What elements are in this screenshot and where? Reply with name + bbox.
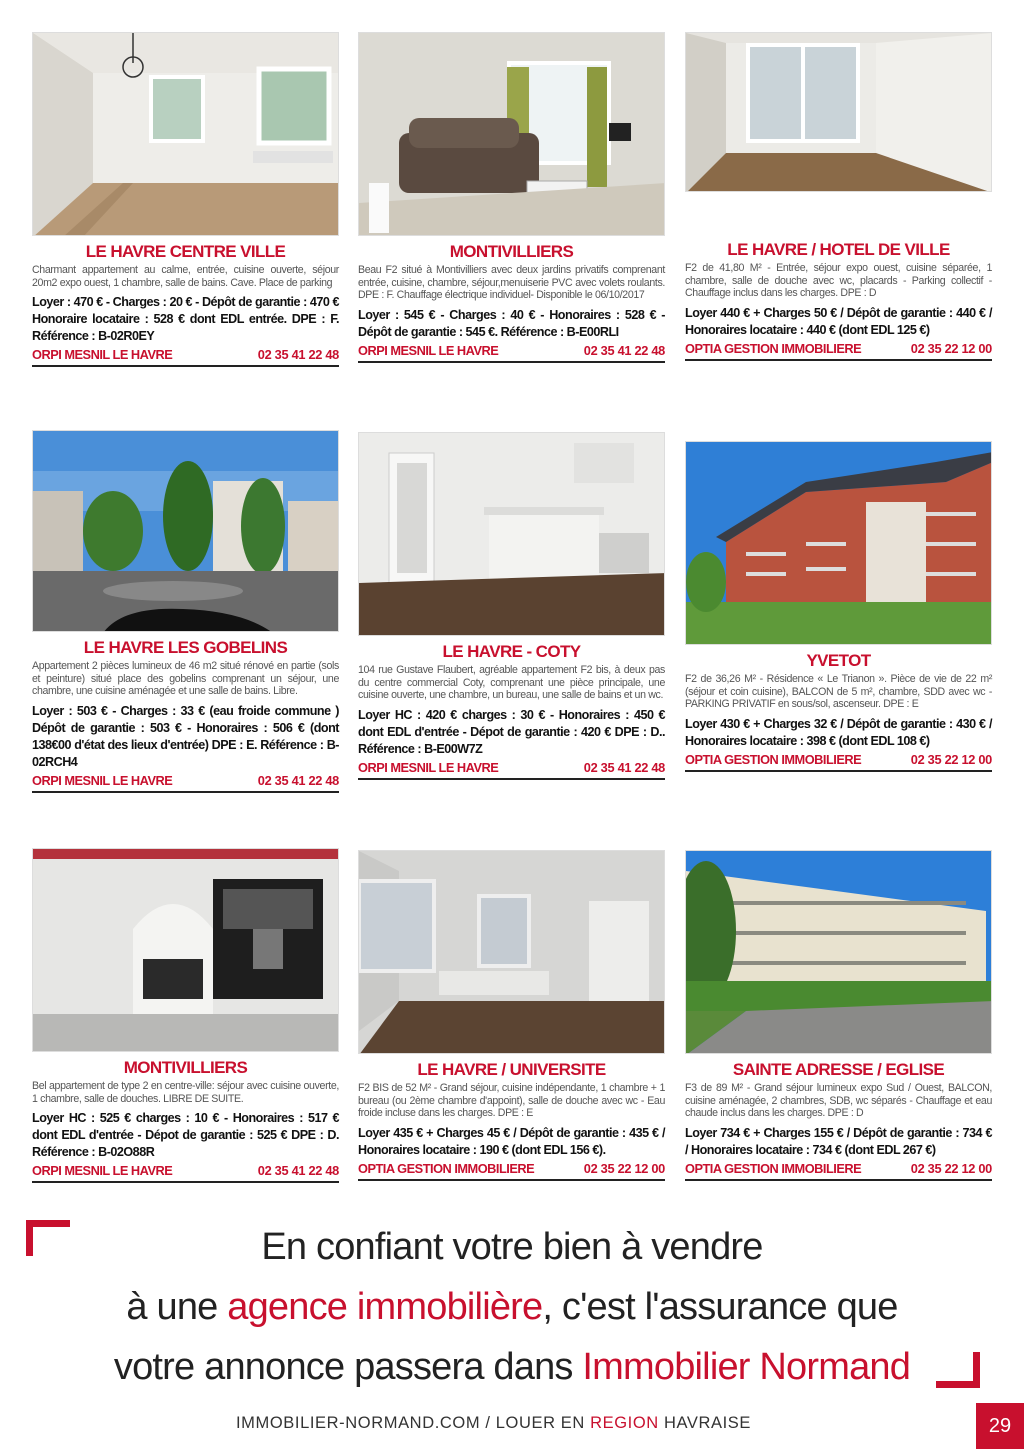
footer-site-link[interactable]: IMMOBILIER-NORMAND.COM [235, 1414, 481, 1432]
listing-agency [685, 341, 992, 361]
listing-photo[interactable] [358, 32, 665, 236]
listing-description: F2 BIS de 52 M² - Grand séjour, cuisine indépendante, 1 chambre + 1 bureau (ou 2ème chambre d'appoint), salle de douche avec wc - Eau froide incluse dans les charges. DPE : E [358, 1082, 665, 1120]
listing-title: YVETOT [806, 651, 871, 670]
agency-phone[interactable]: 02 35 22 12 00 [583, 1160, 665, 1176]
footer-section: HAVRAISE [658, 1414, 751, 1432]
listing-photo[interactable] [685, 850, 992, 1054]
agency-name: OPTIA GESTION IMMOBILIERE [685, 1160, 862, 1176]
listing-title: LE HAVRE / HOTEL DE VILLE [727, 240, 950, 259]
listing-agency [358, 760, 665, 780]
listing-description: Appartement 2 pièces lumineux de 46 m2 situé rénové en partie (sols et peinture) situé place des gobelins comprenant un séjour, une chambre, une cuisine aménagée et une salle de bains. Libre. [32, 660, 339, 698]
listing-description: Beau F2 situé à Montivilliers avec deux jardins privatifs comprenant entrée, cuisine, chambre, séjour,menuiserie PVC avec volets roulants. DPE : F. Chauffage électrique individuel- Disponible le 06/10/2017 [358, 264, 665, 302]
listing-card[interactable] [32, 32, 339, 367]
listing-title: LE HAVRE LES GOBELINS [83, 638, 288, 657]
listing-photo[interactable] [358, 850, 665, 1054]
listing-price: Loyer 435 € + Charges 45 € / Dépôt de garantie : 435 € / Honoraires locataire : 190 € (dont EDL 156 €). [358, 1125, 665, 1157]
listing-card[interactable] [358, 850, 665, 1181]
agency-name: OPTIA GESTION IMMOBILIERE [685, 751, 862, 767]
footer-section-highlight: REGION [590, 1414, 659, 1432]
listing-agency [358, 1161, 665, 1181]
listing-price: Loyer 734 € + Charges 155 € / Dépôt de garantie : 734 € / Honoraires locataire : 734 € (dont EDL 267 €) [685, 1125, 992, 1157]
listing-title: LE HAVRE / UNIVERSITE [417, 1060, 606, 1079]
listing-title: MONTIVILLIERS [123, 1058, 248, 1077]
slogan-text: votre annonce passera dans [113, 1346, 583, 1388]
agency-name: ORPI MESNIL LE HAVRE [358, 759, 499, 775]
listing-card[interactable] [685, 850, 992, 1181]
agency-name: ORPI MESNIL LE HAVRE [32, 347, 173, 363]
agency-name: ORPI MESNIL LE HAVRE [32, 772, 173, 788]
page-footer [0, 1414, 965, 1433]
agency-phone[interactable]: 02 35 41 22 48 [583, 342, 665, 358]
listing-card[interactable] [685, 32, 992, 361]
listing-price: Loyer : 545 € - Charges : 40 € - Honoraires : 528 € - Dépôt de garantie : 545 €. Référence : B-E00RLI [358, 307, 665, 339]
slogan-highlight: agence immobilière [227, 1286, 543, 1328]
agency-phone[interactable]: 02 35 41 22 48 [257, 347, 339, 363]
slogan-line-1: En confiant votre bien à vendre [261, 1226, 763, 1268]
page-number: 29 [976, 1403, 1024, 1449]
listing-description: Bel appartement de type 2 en centre-ville: séjour avec cuisine ouverte, 1 chambre, salle de douches. LIBRE DE SUITE. [32, 1080, 339, 1105]
listing-title: LE HAVRE - COTY [442, 642, 581, 661]
listing-title: MONTIVILLIERS [449, 242, 574, 261]
agency-name: ORPI MESNIL LE HAVRE [358, 342, 499, 358]
agency-phone[interactable]: 02 35 22 12 00 [910, 751, 992, 767]
agency-name: OPTIA GESTION IMMOBILIERE [358, 1160, 535, 1176]
listing-agency [358, 343, 665, 363]
listing-photo[interactable] [32, 430, 339, 632]
listing-description: F2 de 36,26 M² - Résidence « Le Trianon ». Pièce de vie de 22 m² (séjour et coin cuisine), BALCON de 5 m², chambre, SDD avec wc - PARKING PRIVATIF en sous/sol, ascenseur. DPE : E [685, 673, 992, 711]
listing-agency [685, 752, 992, 772]
slogan-text: à une [126, 1286, 228, 1328]
listing-agency [32, 1163, 339, 1183]
listing-card[interactable] [32, 430, 339, 793]
listing-price: Loyer : 503 € - Charges : 33 € (eau froide commune ) Dépôt de garantie : 503 € - Honoraires : 506 € (dont 138€00 d'état des lieux d'entrée) DPE : E. Référence : B-02RCH4 [32, 703, 339, 769]
agency-phone[interactable]: 02 35 22 12 00 [910, 340, 992, 356]
listing-title: SAINTE ADRESSE / EGLISE [732, 1060, 945, 1079]
slogan-highlight: Immobilier Normand [582, 1346, 911, 1388]
listing-description: F2 de 41,80 M² - Entrée, séjour expo ouest, cuisine séparée, 1 chambre, salle de douche avec wc, placards - Parking collectif - Chauffage inclus dans les charges. DPE : D [685, 262, 992, 300]
footer-separator: / [480, 1414, 496, 1432]
footer-section: LOUER EN [495, 1414, 591, 1432]
agency-phone[interactable]: 02 35 41 22 48 [257, 772, 339, 788]
listing-title: LE HAVRE CENTRE VILLE [85, 242, 286, 261]
listing-price: Loyer : 470 € - Charges : 20 € - Dépôt de garantie : 470 € Honoraire locataire : 528 € dont EDL entrée. DPE : F. Référence : B-02R0EY [32, 295, 339, 344]
listing-card[interactable] [358, 432, 665, 780]
listing-photo[interactable] [358, 432, 665, 636]
listing-agency [685, 1161, 992, 1181]
listing-price: Loyer 440 € + Charges 50 € / Dépôt de garantie : 440 € / Honoraires locataire : 440 € (dont EDL 125 €) [685, 305, 992, 337]
agency-phone[interactable]: 02 35 41 22 48 [583, 759, 665, 775]
slogan-line-3 [0, 1344, 1024, 1390]
listing-photo[interactable] [32, 32, 339, 236]
listing-card[interactable] [32, 848, 339, 1183]
listing-description: Charmant appartement au calme, entrée, cuisine ouverte, séjour 20m2 expo ouest, 1 chambre, salle de bains. Cave. Place de parking [32, 264, 339, 289]
listing-description: F3 de 89 M² - Grand séjour lumineux expo Sud / Ouest, BALCON, cuisine aménagée, 2 chambres, SDB, wc séparés - Chauffage et eau chaude inclus dans les charges. DPE : D [685, 1082, 992, 1120]
listing-price: Loyer HC : 420 € charges : 30 € - Honoraires : 450 € dont EDL d'entrée - Dépot de garantie : 420 € DPE : D.. Référence : B-E00W7Z [358, 707, 665, 756]
agency-phone[interactable]: 02 35 22 12 00 [910, 1160, 992, 1176]
listing-price: Loyer 430 € + Charges 32 € / Dépôt de garantie : 430 € / Honoraires locataire : 398 € (dont EDL 108 €) [685, 716, 992, 748]
listing-agency [32, 773, 339, 793]
agency-phone[interactable]: 02 35 41 22 48 [257, 1163, 339, 1179]
listing-photo[interactable] [685, 441, 992, 645]
listing-agency [32, 347, 339, 367]
listing-card[interactable] [358, 32, 665, 363]
listing-photo[interactable] [685, 32, 992, 192]
listing-photo[interactable] [32, 848, 339, 1052]
agency-name: OPTIA GESTION IMMOBILIERE [685, 340, 862, 356]
agency-name: ORPI MESNIL LE HAVRE [32, 1163, 173, 1179]
listing-card[interactable] [685, 441, 992, 772]
slogan-line-2 [0, 1284, 1024, 1330]
listing-price: Loyer HC : 525 € charges : 10 € - Honoraires : 517 € dont EDL d'entrée - Dépot de garantie : 525 € DPE : D. Référence : B-02O88R [32, 1111, 339, 1160]
listing-description: 104 rue Gustave Flaubert, agréable appartement F2 bis, à deux pas du centre commercial Coty, comprenant une pièce principale, une cuisine ouverte, une chambre, un bureau, une salle de bains et un wc. [358, 664, 665, 702]
slogan-text: , c'est l'assurance que [542, 1286, 898, 1328]
